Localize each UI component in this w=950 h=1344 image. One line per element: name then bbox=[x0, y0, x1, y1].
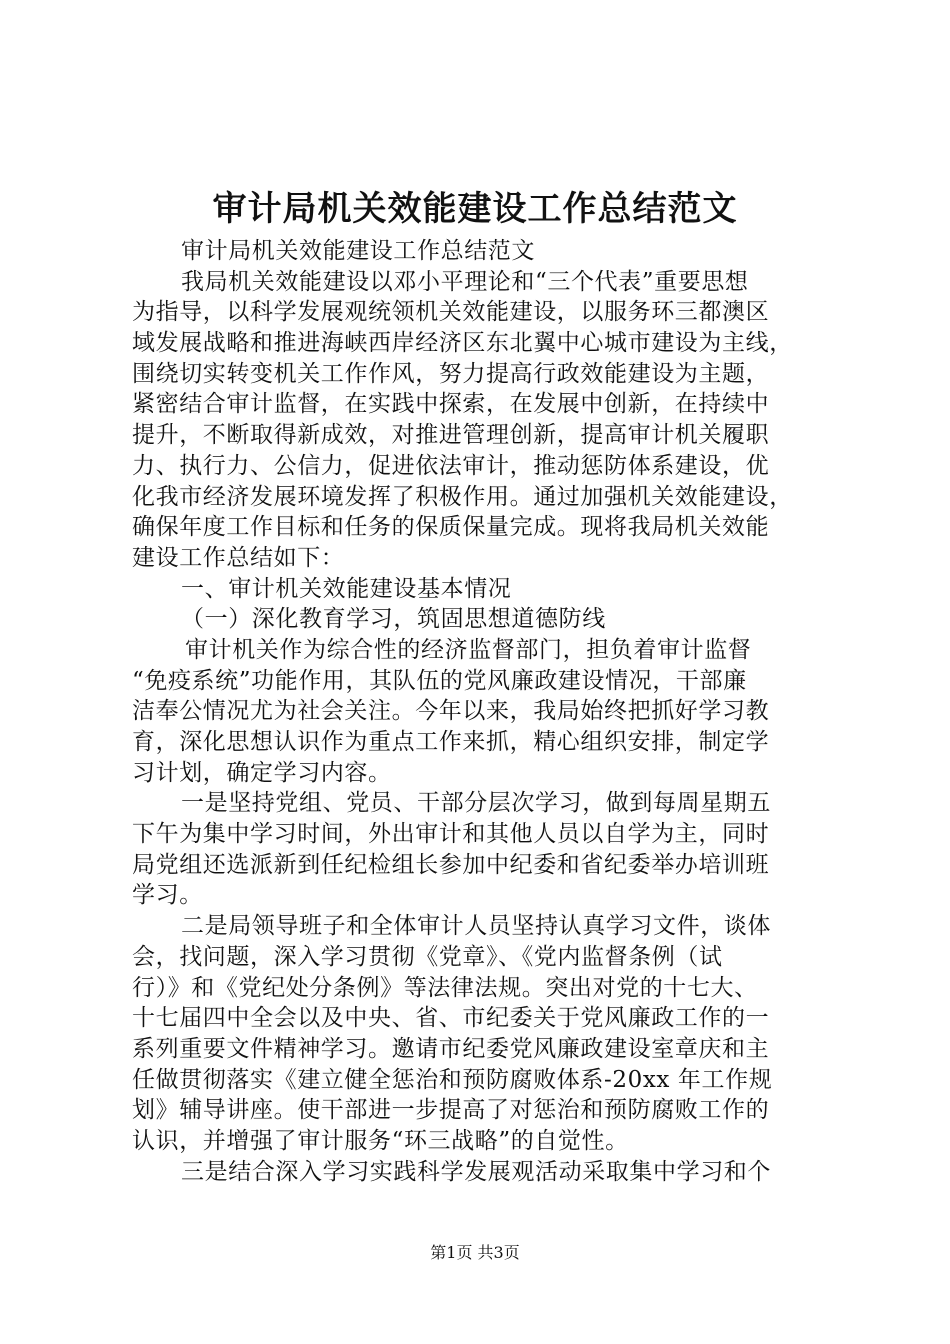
body-line: 力、执行力、公信力，促进依法审计，推动惩防体系建设，优 bbox=[132, 452, 770, 479]
body-line: 认识，并增强了审计服务“环三战略”的自觉性。 bbox=[132, 1127, 629, 1154]
body-line: 育，深化思想认识作为重点工作来抓，精心组织安排，制定学 bbox=[132, 729, 770, 755]
body-line: 审计局机关效能建设工作总结范文 bbox=[181, 238, 535, 264]
body-line: 行）》和《党纪处分条例》等法律法规。突出对党的十七大、 bbox=[132, 974, 758, 1001]
body-line: 十七届四中全会以及中央、省、市纪委关于党风廉政工作的一 bbox=[132, 1005, 770, 1032]
body-line: 紧密结合审计监督，在实践中探索，在发展中创新，在持续中 bbox=[132, 391, 770, 418]
body-line: 任做贯彻落实《建立健全惩治和预防腐败体系-20xx 年工作规 bbox=[132, 1066, 773, 1093]
body-line: 化我市经济发展环境发挥了积极作用。通过加强机关效能建设， bbox=[132, 483, 793, 510]
subsection-heading: （一）深化教育学习，筑固思想道德防线 bbox=[181, 606, 606, 633]
body-line: 局党组还选派新到任纪检组长参加中纪委和省纪委举办培训班 bbox=[132, 851, 770, 878]
body-line: 为指导，以科学发展观统领机关效能建设，以服务环三都澳区 bbox=[132, 299, 770, 326]
body-line: 下午为集中学习时间，外出审计和其他人员以自学为主，同时 bbox=[132, 821, 770, 848]
page-title: 审计局机关效能建设工作总结范文 bbox=[212, 189, 738, 229]
body-line: 三是结合深入学习实践科学发展观活动采取集中学习和个 bbox=[181, 1158, 771, 1185]
body-line: 划》辅导讲座。使干部进一步提高了对惩治和预防腐败工作的 bbox=[132, 1097, 770, 1124]
body-line: 二是局领导班子和全体审计人员坚持认真学习文件，谈体 bbox=[181, 913, 771, 940]
document-body bbox=[132, 236, 832, 1187]
body-line: 系列重要文件精神学习。邀请市纪委党风廉政建设室章庆和主 bbox=[132, 1035, 770, 1062]
body-line: “免疫系统”功能作用，其队伍的党风廉政建设情况，干部廉 bbox=[132, 667, 747, 694]
body-line: 会，找问题，深入学习贯彻《党章》、《党内监督条例（试 bbox=[132, 943, 723, 970]
page-number-footer: 第1页 共3页 bbox=[430, 1243, 520, 1262]
body-line: 习计划，确定学习内容。 bbox=[132, 759, 392, 786]
body-line: 围绕切实转变机关工作作风，努力提高行政效能建设为主题， bbox=[132, 360, 770, 387]
body-line: 一是坚持党组、党员、干部分层次学习，做到每周星期五 bbox=[181, 790, 771, 817]
body-line: 学习。 bbox=[132, 882, 203, 909]
body-line: 洁奉公情况尤为社会关注。今年以来，我局始终把抓好学习教 bbox=[132, 698, 770, 725]
body-line: 建设工作总结如下： bbox=[132, 544, 345, 571]
body-line: 确保年度工作目标和任务的保质保量完成。现将我局机关效能 bbox=[132, 514, 770, 541]
body-line: 提升，不断取得新成效，对推进管理创新，提高审计机关履职 bbox=[132, 422, 770, 449]
body-line: 审计机关作为综合性的经济监督部门，担负着审计监督 bbox=[185, 636, 752, 663]
body-line: 我局机关效能建设以邓小平理论和“三个代表”重要思想 bbox=[181, 268, 749, 295]
section-heading: 一、审计机关效能建设基本情况 bbox=[181, 575, 512, 602]
body-line: 域发展战略和推进海峡西岸经济区东北翼中心城市建设为主线， bbox=[132, 330, 793, 357]
